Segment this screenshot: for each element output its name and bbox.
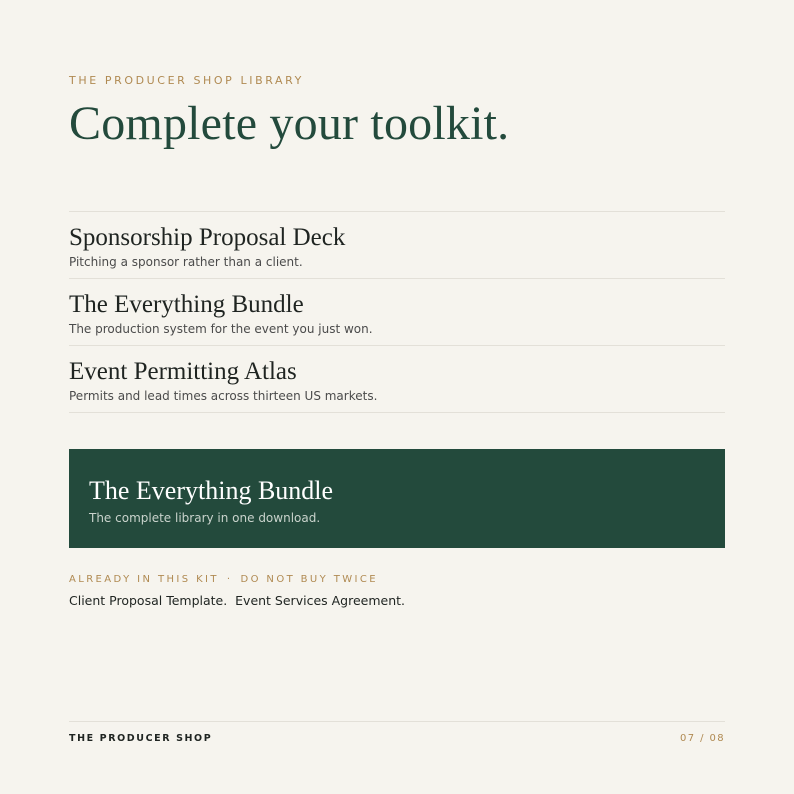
featured-description: The complete library in one download.: [89, 511, 321, 525]
page-title: Complete your toolkit.: [69, 97, 510, 150]
kit-label: [69, 574, 378, 585]
footer: [69, 721, 725, 744]
product-title: Event Permitting Atlas: [69, 358, 297, 385]
footer-brand: THE PRODUCER SHOP: [69, 733, 213, 744]
product-list: [69, 211, 725, 413]
kit-label-left: ALREADY IN THIS KIT: [69, 574, 219, 585]
product-description: The production system for the event you just won.: [69, 322, 373, 336]
featured-bundle-card[interactable]: [69, 449, 725, 548]
product-item-permitting-atlas[interactable]: [69, 346, 725, 413]
product-description: Permits and lead times across thirteen US markets.: [69, 389, 378, 403]
eyebrow-label: THE PRODUCER SHOP LIBRARY: [69, 74, 305, 87]
product-item-everything-bundle[interactable]: [69, 279, 725, 346]
product-title: The Everything Bundle: [69, 291, 304, 318]
product-description: Pitching a sponsor rather than a client.: [69, 255, 303, 269]
featured-title: The Everything Bundle: [89, 476, 334, 505]
kit-items: Client Proposal Template. Event Services Agreement.: [69, 593, 406, 608]
product-title: Sponsorship Proposal Deck: [69, 224, 346, 251]
kit-label-separator: ·: [226, 574, 233, 585]
page-number: 07 / 08: [680, 733, 725, 744]
kit-label-right: DO NOT BUY TWICE: [240, 574, 378, 585]
page: [69, 0, 725, 794]
product-item-sponsorship-deck[interactable]: [69, 212, 725, 279]
